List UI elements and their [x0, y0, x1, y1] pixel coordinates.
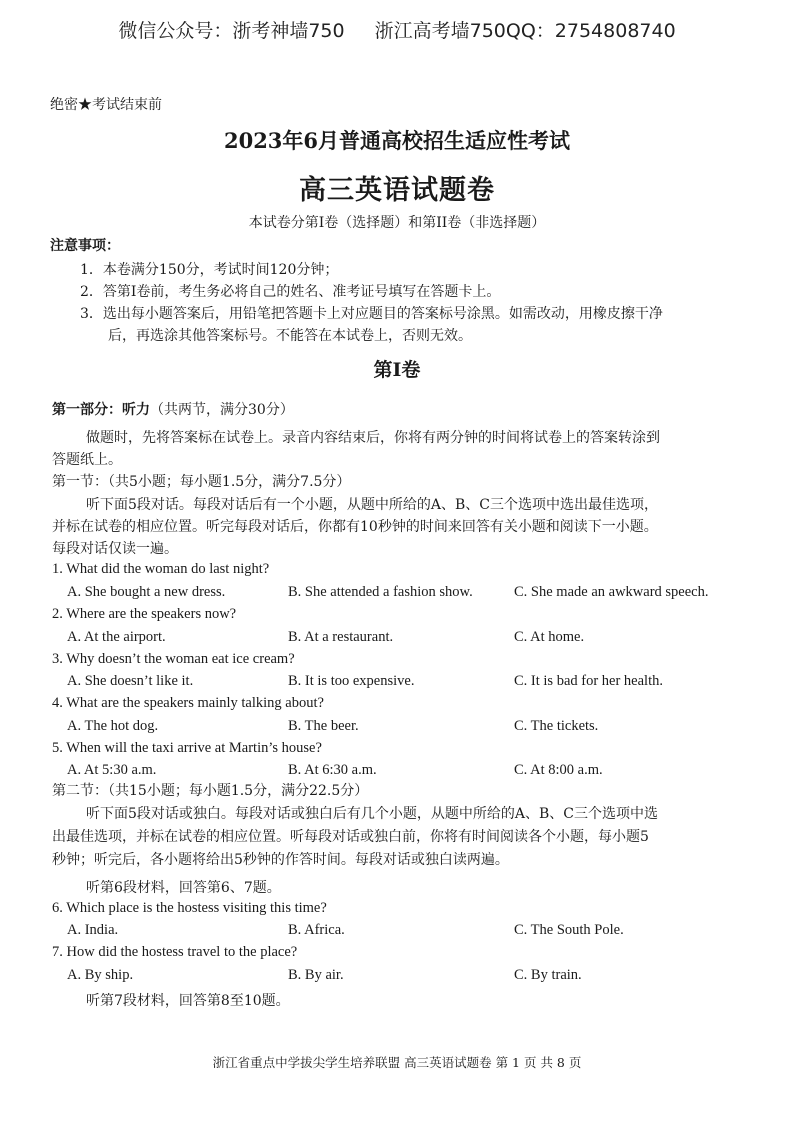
section1-instruction-2: 并标在试卷的相应位置。听完每段对话后，你都有10秒钟的时间来回答有关小题和阅读下一小题。: [52, 519, 658, 535]
question-3: 3. Why doesn’t the woman eat ice cream?: [52, 651, 295, 667]
q7-option-a: A. By ship.: [67, 967, 134, 983]
header-qq: 浙江高考墙750QQ：2754808740: [374, 20, 676, 42]
exam-title: 2023年6月普通高校招生适应性考试: [223, 128, 571, 153]
q2-option-c: C. At home.: [514, 629, 585, 645]
part1-label: 第一部分：听力: [52, 402, 150, 418]
question-5: 5. When will the taxi arrive at Martin’s house?: [52, 740, 322, 756]
q3-option-a: A. She doesn’t like it.: [67, 673, 194, 689]
note-item-1: 1．本卷满分150分，考试时间120分钟；: [80, 262, 339, 278]
page-footer: 浙江省重点中学拔尖学生培养联盟 高三英语试题卷 第 1 页 共 8 页: [212, 1055, 582, 1070]
q1-option-b: B. She attended a fashion show.: [288, 584, 473, 600]
note-item-2: 2．答第I卷前，考生务必将自己的姓名、准考证号填写在答题卡上。: [80, 284, 501, 300]
question-7: 7. How did the hostess travel to the place?: [52, 944, 298, 960]
question-2: 2. Where are the speakers now?: [52, 606, 237, 622]
question-1: 1. What did the woman do last night?: [52, 561, 270, 577]
page-header: [0, 16, 794, 43]
q3-option-b: B. It is too expensive.: [288, 673, 415, 689]
paper-subtitle: 本试卷分第I卷（选择题）和第II卷（非选择题）: [248, 215, 546, 231]
part1-detail: （共两节，满分30分）: [150, 402, 294, 418]
question-4: 4. What are the speakers mainly talking about?: [52, 695, 324, 711]
section2-instruction-2: 出最佳选项，并标在试卷的相应位置。听每段对话或独白前，你将有时间阅读各个小题，每小题5: [52, 829, 649, 845]
part1-instruction-1: 做题时，先将答案标在试卷上。录音内容结束后，你将有两分钟的时间将试卷上的答案转涂到: [86, 430, 660, 446]
section2-instruction-3: 秒钟；听完后，各小题将给出5秒钟的作答时间。每段对话或独白读两遍。: [52, 852, 509, 868]
q6-option-b: B. Africa.: [288, 922, 345, 938]
part1-instruction-2: 答题纸上。: [52, 452, 122, 468]
q4-option-b: B. The beer.: [288, 718, 359, 734]
section1-instruction-3: 每段对话仅读一遍。: [52, 541, 178, 557]
question-6: 6. Which place is the hostess visiting this time?: [52, 900, 327, 916]
q5-option-b: B. At 6:30 a.m.: [288, 762, 377, 778]
q6-option-c: C. The South Pole.: [514, 922, 624, 938]
q7-option-c: C. By train.: [514, 967, 582, 983]
note-item-3: 3．选出每小题答案后，用铅笔把答题卡上对应题目的答案标号涂黑。如需改动，用橡皮擦干净: [80, 306, 663, 322]
section1-instruction-1: 听下面5段对话。每段对话后有一个小题，从题中所给的A、B、C三个选项中选出最佳选项，: [86, 497, 659, 513]
q1-option-a: A. She bought a new dress.: [67, 584, 226, 600]
confidential-mark: 绝密★考试结束前: [50, 97, 162, 113]
q2-option-b: B. At a restaurant.: [288, 629, 394, 645]
q7-option-b: B. By air.: [288, 967, 344, 983]
q5-option-c: C. At 8:00 a.m.: [514, 762, 603, 778]
note-item-3-cont: 后，再选涂其他答案标号。不能答在本试卷上，否则无效。: [108, 328, 472, 344]
volume-title: 第I卷: [373, 359, 421, 381]
notes-heading: 注意事项：: [50, 238, 120, 254]
q5-option-a: A. At 5:30 a.m.: [67, 762, 157, 778]
section2-heading: 第二节：（共15小题；每小题1.5分，满分22.5分）: [52, 783, 369, 799]
q4-option-a: A. The hot dog.: [67, 718, 159, 734]
section2-instruction-1: 听下面5段对话或独白。每段对话或独白后有几个小题，从题中所给的A、B、C三个选项中选: [86, 806, 659, 822]
header-wechat: 微信公众号：浙考神墙750: [118, 20, 345, 42]
material-7-note: 听第7段材料，回答第8至10题。: [86, 993, 290, 1009]
paper-title: 高三英语试题卷: [299, 175, 495, 206]
part1-heading: [52, 399, 294, 419]
q4-option-c: C. The tickets.: [514, 718, 599, 734]
section1-heading: 第一节：（共5小题；每小题1.5分，满分7.5分）: [52, 474, 351, 490]
q3-option-c: C. It is bad for her health.: [514, 673, 663, 689]
material-6-note: 听第6段材料，回答第6、7题。: [86, 880, 281, 896]
q1-option-c: C. She made an awkward speech.: [514, 584, 709, 600]
q2-option-a: A. At the airport.: [67, 629, 166, 645]
q6-option-a: A. India.: [67, 922, 119, 938]
